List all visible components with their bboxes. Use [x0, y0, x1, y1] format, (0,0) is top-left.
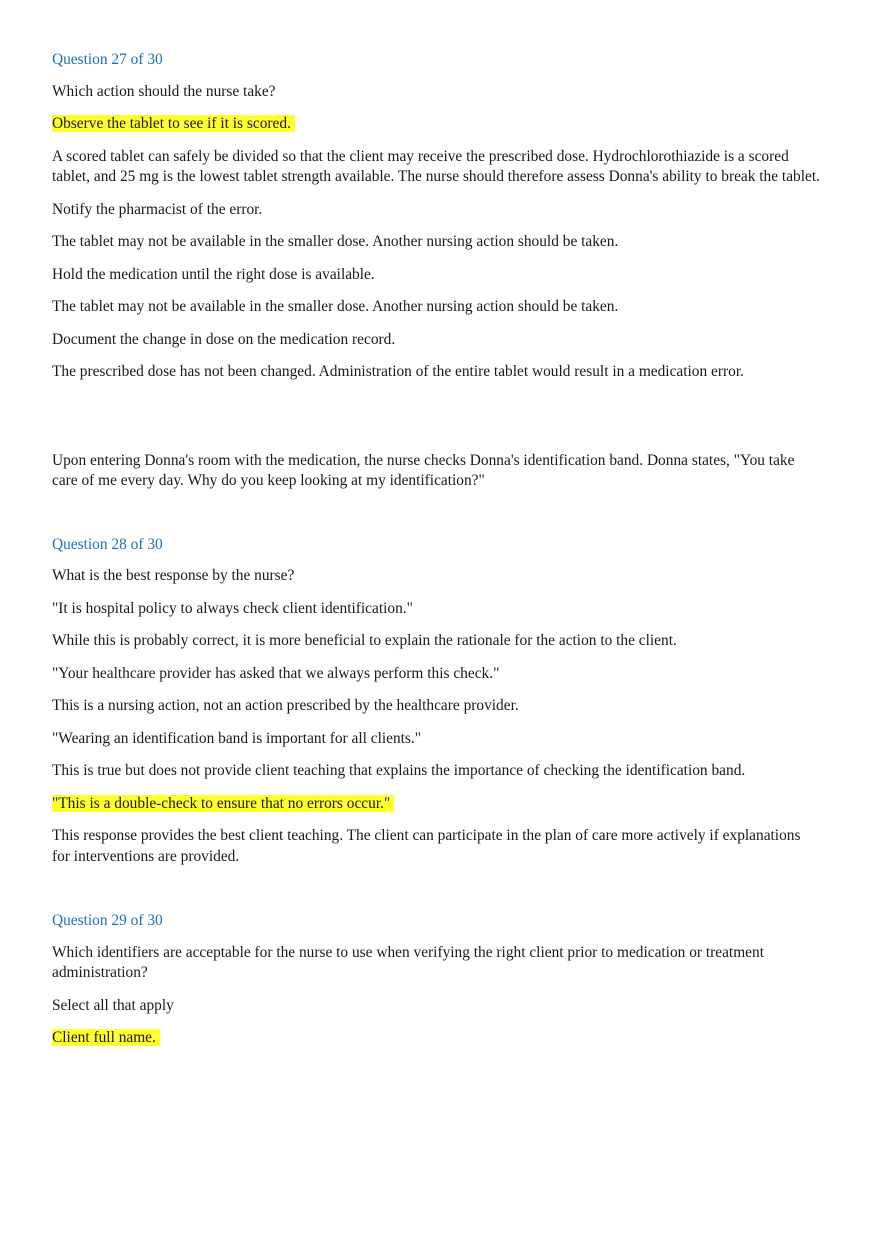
answer-option-correct	[52, 794, 822, 815]
highlighted-answer: Observe the tablet to see if it is scored.	[52, 115, 295, 132]
answer-option: "Your healthcare provider has asked that we always perform this check."	[52, 664, 500, 682]
answer-rationale: While this is probably correct, it is more beneficial to explain the rationale for the action to the client.	[52, 632, 677, 649]
answer-rationale: The tablet may not be available in the smaller dose. Another nursing action should be taken.	[52, 298, 619, 315]
question-prompt: Which identifiers are acceptable for the nurse to use when verifying the right client prior to medication or treatment administration?	[52, 943, 764, 981]
document-page	[52, 50, 822, 1049]
answer-option: Document the change in dose on the medication record.	[52, 330, 396, 348]
answer-option-correct	[52, 114, 822, 135]
answer-rationale: This is a nursing action, not an action prescribed by the healthcare provider.	[52, 697, 519, 714]
question-28	[52, 535, 822, 868]
question-instruction: Select all that apply	[52, 996, 174, 1014]
answer-rationale: The tablet may not be available in the smaller dose. Another nursing action should be taken.	[52, 233, 619, 250]
answer-rationale: A scored tablet can safely be divided so that the client may receive the prescribed dose. Hydrochlorothiazide is a scored tablet, and 25 mg is the lowest tablet strength available. The nurse should therefore assess Donna's ability to break the tablet.	[52, 147, 820, 185]
question-heading: Question 29 of 30	[52, 912, 163, 929]
answer-rationale: This response provides the best client teaching. The client can participate in the plan of care more actively if explanations for interventions are provided.	[52, 827, 801, 865]
answer-rationale: This is true but does not provide client teaching that explains the importance of checking the identification band.	[52, 762, 746, 779]
answer-rationale: The prescribed dose has not been changed. Administration of the entire tablet would result in a medication error.	[52, 363, 744, 380]
scenario-text: Upon entering Donna's room with the medication, the nurse checks Donna's identification band. Donna states, "You take care of me every day. Why do you keep looking at my identification?"	[52, 451, 795, 489]
answer-option: Hold the medication until the right dose is available.	[52, 265, 375, 283]
question-heading: Question 27 of 30	[52, 51, 163, 68]
highlighted-answer: Client full name.	[52, 1029, 160, 1046]
answer-option-correct	[52, 1028, 822, 1049]
question-prompt: Which action should the nurse take?	[52, 82, 276, 100]
highlighted-answer: "This is a double-check to ensure that no errors occur."	[52, 795, 394, 812]
answer-option: "Wearing an identification band is important for all clients."	[52, 729, 422, 747]
answer-option: "It is hospital policy to always check client identification."	[52, 599, 413, 617]
question-prompt: What is the best response by the nurse?	[52, 567, 295, 584]
question-27	[52, 50, 822, 383]
answer-option: Notify the pharmacist of the error.	[52, 200, 263, 218]
question-heading: Question 28 of 30	[52, 535, 163, 553]
question-29	[52, 911, 822, 1049]
